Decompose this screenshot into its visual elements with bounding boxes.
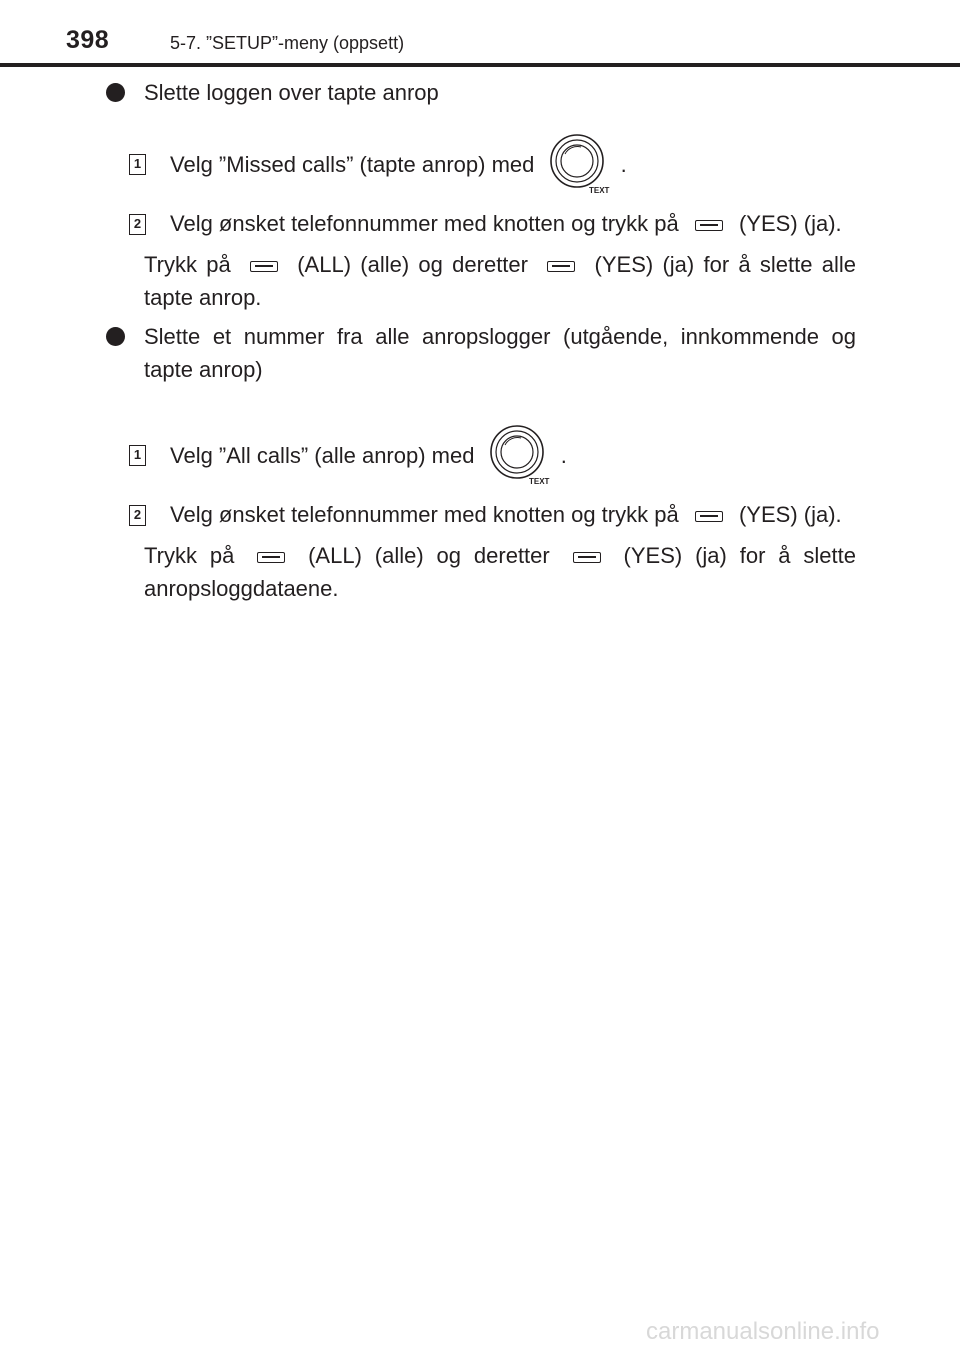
knob-label: TEXT	[528, 477, 550, 486]
bullet-icon	[106, 327, 125, 346]
section-heading-text: Slette loggen over tapte anrop	[144, 80, 439, 105]
step-text: Velg ”Missed calls” (tapte anrop) med	[170, 151, 535, 177]
button-icon	[250, 261, 278, 272]
button-icon	[573, 552, 601, 563]
step-text: Velg ønsket telefonnummer med knotten og trykk på	[170, 502, 679, 527]
section-heading-missed-calls	[102, 76, 856, 109]
note-text-3: (YES) (ja) for å slette anropsloggdataene.	[144, 543, 856, 601]
bullet-icon	[106, 83, 125, 102]
text-knob-icon	[487, 424, 551, 486]
text-knob-icon	[547, 133, 611, 195]
step-number: 2	[129, 505, 146, 526]
knob-label: TEXT	[588, 186, 609, 195]
note-text-1: Trykk på	[144, 252, 231, 277]
step-text-end: (YES) (ja).	[738, 211, 842, 236]
step-number: 2	[129, 214, 146, 235]
button-icon	[695, 511, 723, 522]
page-header	[0, 0, 960, 72]
note-text-3: (YES) (ja) for å slette alle tapte anrop.	[144, 252, 856, 310]
section-heading-all-calls	[102, 320, 856, 386]
note-text-2: (ALL) (alle) og deretter	[308, 543, 550, 568]
step-1-all-calls	[102, 438, 856, 486]
page-content	[102, 76, 856, 605]
step-1-missed-calls	[102, 147, 856, 195]
button-icon	[695, 220, 723, 231]
header-rule	[0, 63, 960, 67]
button-icon	[257, 552, 285, 563]
note-all-calls	[102, 539, 856, 605]
step-text-end: .	[620, 151, 627, 177]
step-text-end: (YES) (ja).	[738, 502, 842, 527]
step-text: Velg ”All calls” (alle anrop) med	[170, 442, 475, 468]
note-text-1: Trykk på	[144, 543, 235, 568]
step-number: 1	[129, 445, 146, 466]
note-text-2: (ALL) (alle) og deretter	[297, 252, 528, 277]
button-icon	[547, 261, 575, 272]
watermark: carmanualsonline.info	[646, 1318, 880, 1345]
step-number: 1	[129, 154, 146, 175]
step-2-all-calls	[102, 498, 856, 531]
step-2-missed-calls	[102, 207, 856, 240]
step-text-end: .	[560, 442, 567, 468]
note-missed-calls	[102, 248, 856, 314]
page-number: 398	[66, 26, 110, 54]
chapter-title: 5-7. ”SETUP”-meny (oppsett)	[170, 33, 405, 53]
step-text: Velg ønsket telefonnummer med knotten og trykk på	[170, 211, 679, 236]
section-heading-text: Slette et nummer fra alle anropslogger (utgående, innkommende og tapte anrop)	[144, 324, 856, 382]
